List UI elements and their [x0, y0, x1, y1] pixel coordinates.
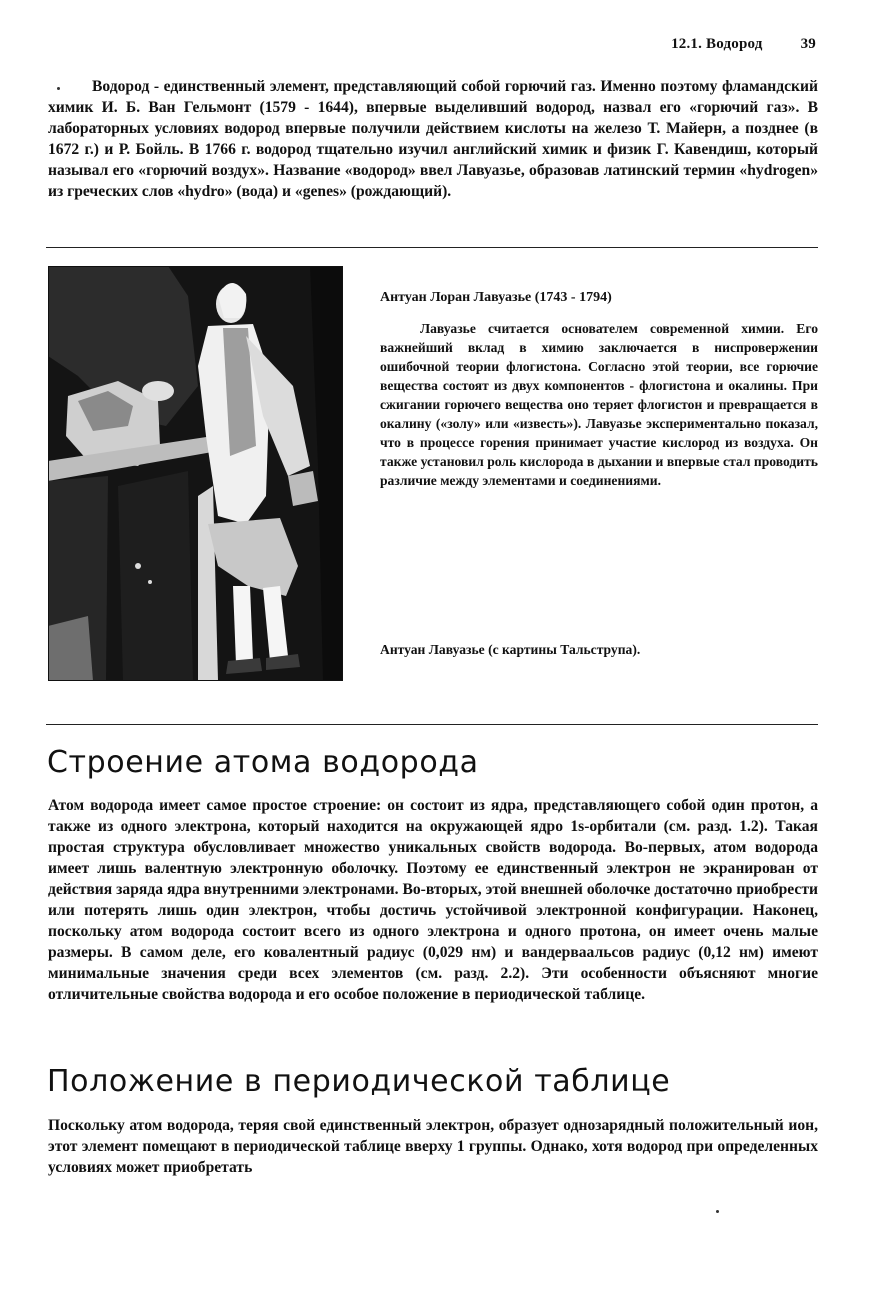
divider-top: [46, 247, 818, 248]
section-title-atom-structure: Строение атома водорода: [47, 745, 479, 780]
page-number: 39: [800, 36, 816, 52]
section-title-periodic-position: Положение в периодической таблице: [47, 1064, 671, 1099]
lavoisier-portrait: [48, 266, 343, 681]
running-header: [671, 36, 816, 53]
divider-bottom: [46, 724, 818, 725]
biography-text: Лавуазье считается основателем современной химии. Его важнейший вклад в химию заключается в ниспровержении ошибочной теории флогистона. Согласно этой теории, все горючие вещества состоят из двух компонентов - флогистона и окалины. При сжигании горючего вещества оно теряет флогистон и превращается в окалину («золу» или «известь»). Лавуазье экспериментально показал, что в процессе горения принимает участие кислород из воздуха. Он также установил роль кислорода в дыхании и впервые стал проводить различие между элементами и соединениями.: [380, 321, 818, 488]
header-section-title: 12.1. Водород: [671, 36, 763, 52]
section-periodic-position-text: Поскольку атом водорода, теряя свой единственный электрон, образует однозарядный положительный ион, этот элемент помещают в периодической таблице вверху 1 группы. Однако, хотя водород при определенных условиях может приобретать: [48, 1117, 818, 1176]
intro-paragraph: Водород - единственный элемент, представляющий собой горючий газ. Именно поэтому фламандский химик И. Б. Ван Гельмонт (1579 - 1644), впервые выделивший водород, назвал его «горючий газ». В лабораторных условиях водород впервые получили действием кислоты на железо Т. Майерн, а позднее (в 1672 г.) и Р. Бойль. В 1766 г. водород тщательно изучил английский химик и физик Г. Кавендиш, который называл его «горючий воздух». Название «водород» ввел Лавуазье, образовав латинский термин «hydrogen» из греческих слов «hydro» (вода) и «genes» (рождающий).: [48, 78, 818, 200]
scan-speck: [716, 1210, 719, 1213]
scan-speck: [57, 87, 60, 90]
biography-name: Антуан Лоран Лавуазье (1743 - 1794): [380, 290, 612, 305]
section-atom-structure-text: Атом водорода имеет самое простое строение: он состоит из ядра, представляющего собой один протон, а также из одного электрона, который находится на окружающей ядро 1s-орбитали (см. разд. 1.2). Такая простая структура обусловливает множество уникальных свойств водорода. Во-первых, атом водорода имеет лишь валентную электронную оболочку. Поэтому ее единственный электрон не экранирован от действия заряда ядра внутренними электронами. Во-вторых, этой внешней оболочке достаточно приобрести или потерять лишь один электрон, чтобы достичь устойчивой электронной конфигурации. Наконец, поскольку атом водорода состоит всего из одного электрона и одного протона, он имеет очень малые размеры. В самом деле, его ковалентный радиус (0,029 нм) и вандерваальсов радиус (0,12 нм) имеют минимальные значения среди всех элементов (см. разд. 2.2). Эти особенности объясняют многие отличительные свойства водорода и его особое положение в периодической таблице.: [48, 797, 818, 1003]
portrait-caption: Антуан Лавуазье (с картины Тальструпа).: [380, 642, 641, 657]
